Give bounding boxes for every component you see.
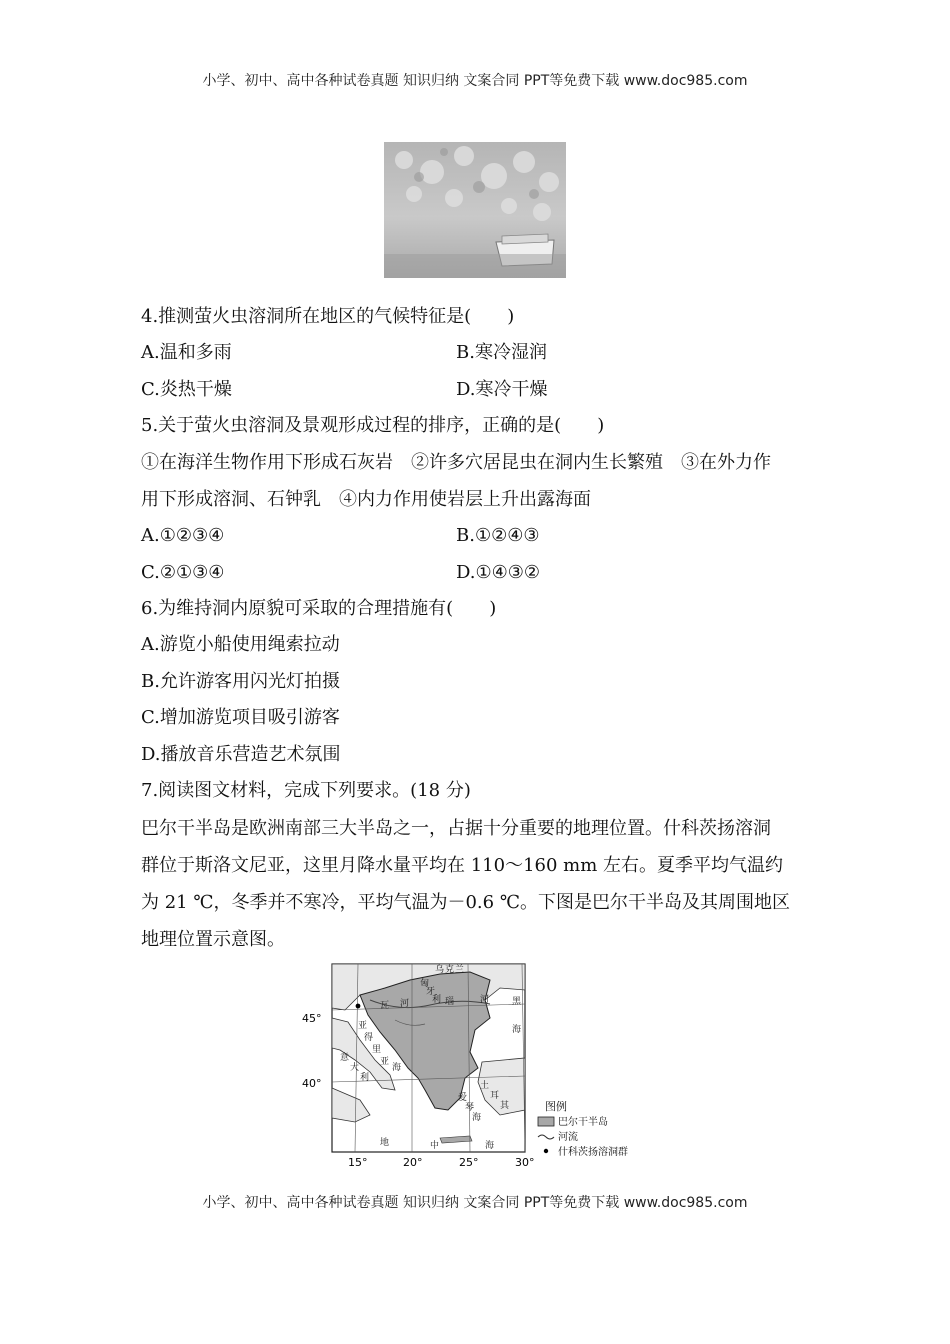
label-black-sea-1: 黑: [512, 997, 522, 1007]
q4-option-c: C.炎热干燥: [141, 379, 232, 400]
label-med-1: 地: [380, 1138, 390, 1148]
q5-option-a: A.①②③④: [141, 525, 225, 546]
q4-option-a: A.温和多雨: [141, 342, 232, 363]
label-adriatic-3: 里: [372, 1045, 382, 1055]
label-he-1: 河: [400, 999, 410, 1009]
label-hungary-1: 匈: [420, 979, 430, 989]
label-he-2: 河: [480, 995, 490, 1005]
map-cave-dot: [356, 1004, 361, 1009]
legend-river-label: 河流: [558, 1132, 578, 1143]
label-med-2: 中: [430, 1141, 440, 1151]
lon-label-30: 30°: [515, 1156, 535, 1168]
q6-stem: 6.为维持洞内原貌可采取的合理措施有( ): [141, 598, 497, 619]
lon-label-20: 20°: [403, 1156, 423, 1168]
q7-paragraph-line-3: 为 21 ℃，冬季并不寒冷，平均气温为－0.6 ℃。下图是巴尔干半岛及其周围地区: [141, 892, 790, 913]
legend-title: 图例: [545, 1100, 567, 1113]
label-black-sea-2: 海: [512, 1025, 522, 1035]
label-med-3: 海: [485, 1141, 495, 1151]
legend-river-icon: [538, 1135, 554, 1139]
label-turkey-2: 耳: [490, 1091, 500, 1101]
label-italy-1: 意: [340, 1053, 350, 1063]
map-legend: [538, 1099, 628, 1158]
q4-option-d: D.寒冷干燥: [456, 379, 548, 400]
q5-option-c: C.②①③④: [141, 562, 225, 583]
q7-stem: 7.阅读图文材料，完成下列要求。(18 分): [141, 780, 471, 801]
label-aegean-2: 琴: [465, 1103, 475, 1113]
label-ukraine-3: 兰: [455, 965, 465, 975]
label-turkey-3: 其: [500, 1101, 510, 1111]
label-ukraine-2: 克: [445, 965, 455, 975]
q5-line-2: 用下形成溶洞、石钟乳 ④内力作用使岩层上升出露海面: [141, 489, 591, 510]
balkan-map: [300, 960, 650, 1168]
label-hungary-3: 利: [432, 995, 442, 1005]
label-adriatic-5: 海: [392, 1063, 402, 1073]
q6-option-b: B.允许游客用闪光灯拍摄: [141, 671, 340, 692]
q5-option-d: D.①④③②: [456, 562, 541, 583]
label-aegean-3: 海: [472, 1113, 482, 1123]
label-duo: 瑙: [445, 997, 455, 1007]
q5-option-b: B.①②④③: [456, 525, 540, 546]
label-hungary-2: 牙: [426, 987, 436, 997]
page-footer: 小学、初中、高中各种试卷真题 知识归纳 文案合同 PPT等免费下载 www.doc985.com: [202, 1195, 748, 1211]
label-italy-3: 利: [360, 1073, 370, 1083]
legend-balkan-label: 巴尔干半岛: [558, 1117, 608, 1128]
label-aegean-1: 爱: [458, 1093, 468, 1103]
q4-option-b: B.寒冷湿润: [456, 342, 547, 363]
lon-label-15: 15°: [348, 1156, 368, 1168]
q6-option-c: C.增加游览项目吸引游客: [141, 707, 340, 728]
q5-line-1: ①在海洋生物作用下形成石灰岩 ②许多穴居昆虫在洞内生长繁殖 ③在外力作: [141, 452, 771, 473]
q5-stem: 5.关于萤火虫溶洞及景观形成过程的排序，正确的是( ): [141, 415, 605, 436]
label-adriatic-4: 亚: [380, 1057, 390, 1067]
lon-label-25: 25°: [459, 1156, 479, 1168]
label-italy-2: 大: [350, 1063, 360, 1073]
q6-option-a: A.游览小船使用绳索拉动: [141, 634, 340, 655]
legend-balkan-swatch: [538, 1117, 554, 1126]
q7-paragraph-line-1: 巴尔干半岛是欧洲南部三大半岛之一，占据十分重要的地理位置。什科茨扬溶洞: [141, 818, 771, 839]
label-adriatic-2: 得: [364, 1033, 374, 1043]
label-turkey-1: 土: [480, 1081, 490, 1091]
label-adriatic-1: 亚: [358, 1021, 368, 1031]
legend-cave-icon: [544, 1149, 548, 1153]
legend-cave-label: 什科茨扬溶洞群: [558, 1147, 628, 1158]
q7-paragraph-line-2: 群位于斯洛文尼亚，这里月降水量平均在 110～160 mm 左右。夏季平均气温约: [141, 855, 784, 876]
page-header: 小学、初中、高中各种试卷真题 知识归纳 文案合同 PPT等免费下载 www.doc985.com: [202, 73, 748, 89]
q6-option-d: D.播放音乐营造艺术氛围: [141, 744, 341, 765]
lat-label-45: 45°: [302, 1012, 322, 1025]
label-ukraine-1: 乌: [435, 965, 445, 975]
lat-label-40: 40°: [302, 1077, 322, 1090]
q4-stem: 4.推测萤火虫溶洞所在地区的气候特征是( ): [141, 306, 515, 327]
q7-paragraph-line-4: 地理位置示意图。: [141, 929, 285, 950]
cave-photo: [384, 142, 566, 278]
label-wa: 瓦: [380, 1001, 390, 1011]
